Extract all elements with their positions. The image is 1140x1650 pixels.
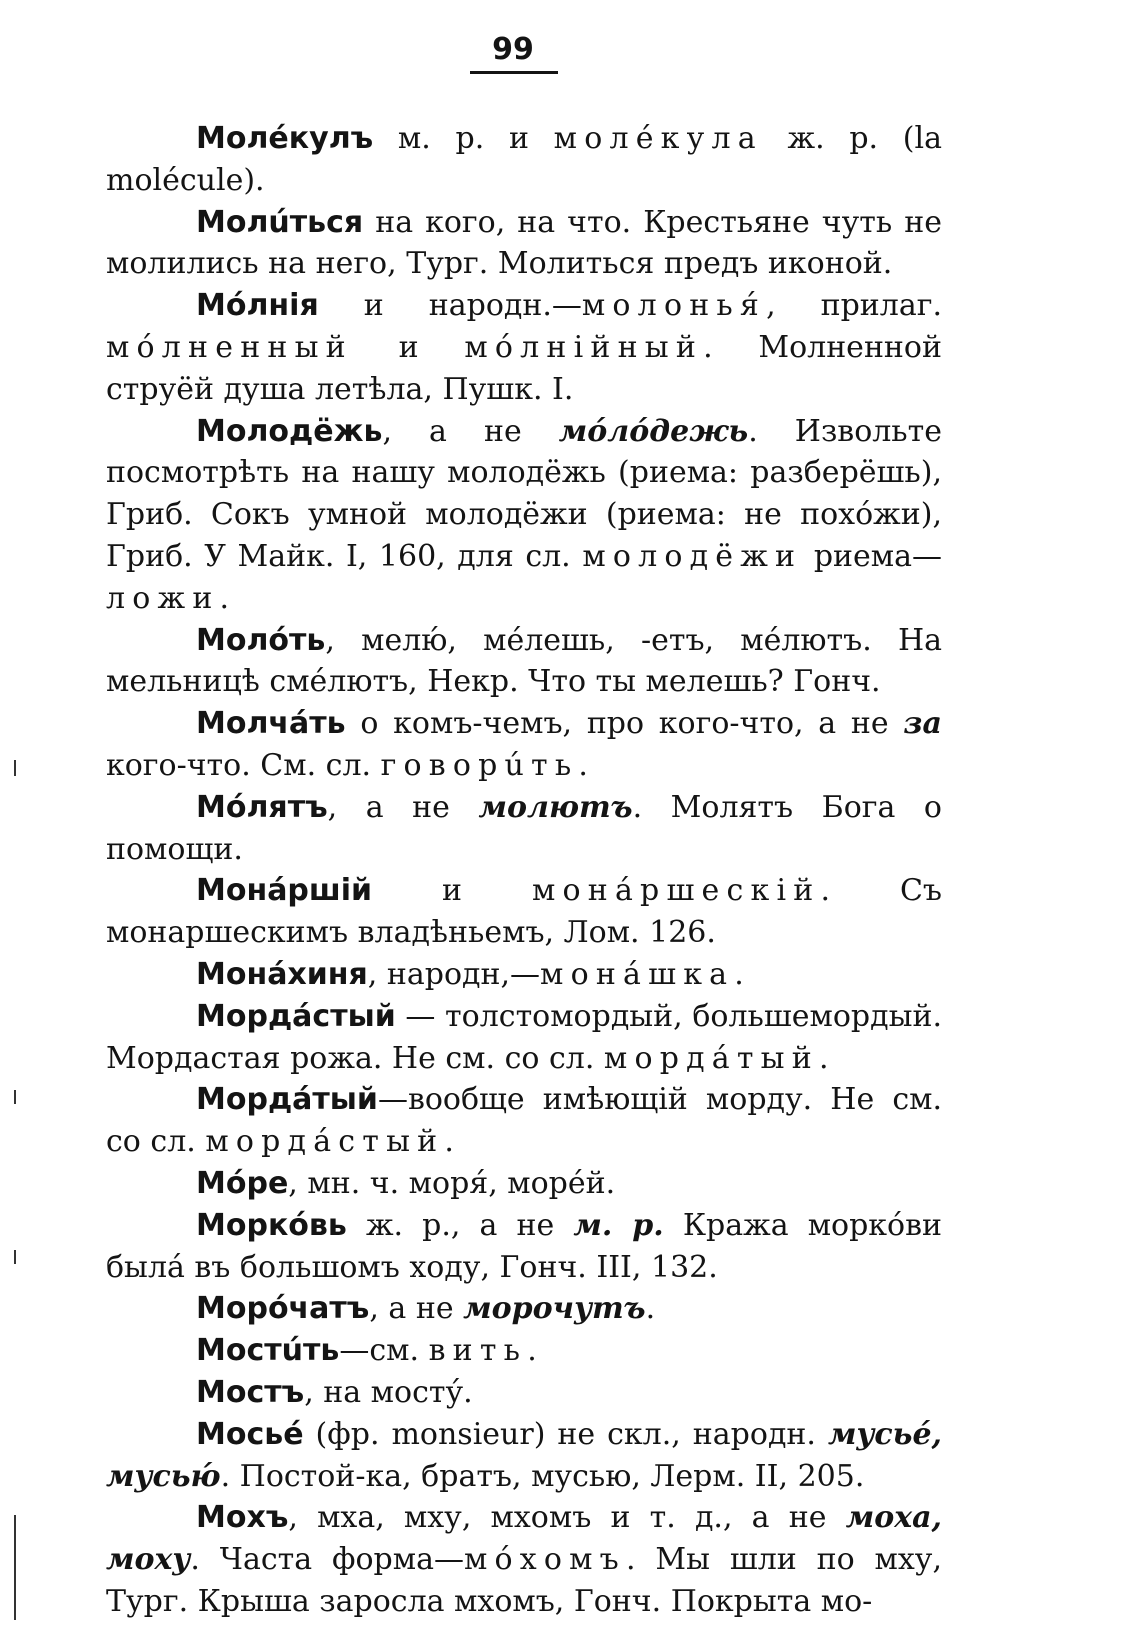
italic-term: молютъ <box>478 789 633 825</box>
entry-text: и <box>372 873 532 909</box>
headword: Мона́ршій <box>196 873 373 909</box>
entry-text: (фр. monsieur) не скл., народн. <box>303 1416 828 1452</box>
entry-text: . <box>818 1040 829 1076</box>
entry-text: и <box>352 329 465 365</box>
entry-text: и народн.— <box>318 288 582 324</box>
dictionary-entry <box>106 1205 942 1289</box>
dictionary-entry <box>106 703 942 787</box>
headword: Морда́стый <box>196 998 396 1034</box>
entry-text: —см. <box>339 1333 429 1369</box>
dictionary-entry <box>106 996 942 1080</box>
headword: Молча́ть <box>196 706 346 742</box>
entry-text: . <box>444 1124 454 1160</box>
italic-term: мóлóдежь <box>558 413 749 449</box>
entry-text: о комъ-чемъ, про кого-что, а не <box>345 706 904 742</box>
headword: Мóлнія <box>196 288 319 324</box>
entry-text: . Молятъ Бога о помощи. <box>106 789 942 867</box>
entry-text: . Молненной струёй душа летѣла, Пушк. I. <box>106 329 942 407</box>
spaced-term: мóлненный <box>106 329 353 365</box>
dictionary-entry <box>106 870 942 954</box>
spaced-term: молéкула <box>553 121 763 156</box>
dictionary-entry <box>106 954 942 996</box>
entry-text: . Часта форма— <box>190 1542 464 1578</box>
margin-mark <box>14 760 16 776</box>
margin-mark <box>14 1090 16 1104</box>
entry-text: ж. р., а не <box>346 1207 574 1243</box>
spaced-term: мона́ршескій <box>531 873 821 909</box>
entry-text: , мн. ч. моря́, морéй. <box>288 1165 616 1201</box>
italic-term: за <box>903 706 942 742</box>
dictionary-entry <box>106 118 942 202</box>
entry-text: кого-что. См. сл. <box>106 747 381 783</box>
margin-mark <box>14 1515 16 1620</box>
spaced-term: молодёжи <box>582 538 803 574</box>
entry-text: —вообще имѣющій морду. Не см. со сл. <box>106 1082 942 1160</box>
headword: Мóре <box>196 1165 289 1201</box>
entry-text: . Съ монаршескимъ владѣньемъ, Лом. 126. <box>106 873 942 951</box>
dictionary-entry <box>106 1330 942 1372</box>
dictionary-entry <box>106 787 942 871</box>
headword: Мóлятъ <box>196 789 328 825</box>
entry-text: , а не <box>382 413 559 449</box>
spaced-term: вить <box>428 1333 528 1369</box>
entry-text: м. р. и <box>373 121 554 156</box>
headword: Мона́хиня <box>196 956 368 992</box>
dictionary-entry <box>106 1414 942 1498</box>
italic-term: моха, моху <box>106 1500 942 1578</box>
headword: Мостúть <box>196 1333 340 1369</box>
dictionary-entry <box>106 1288 942 1330</box>
dictionary-entry <box>106 411 942 620</box>
headword: Молéкулъ <box>196 121 374 156</box>
spaced-term: мóхомъ <box>463 1542 626 1578</box>
dictionary-entry <box>106 1163 942 1205</box>
spaced-term: мона́шка <box>540 956 735 992</box>
dictionary-entry <box>106 1372 942 1414</box>
entry-text: . <box>219 580 230 616</box>
entry-text: . <box>734 956 744 992</box>
dictionary-text-column <box>106 118 942 1623</box>
spaced-term: морда́стый <box>205 1124 445 1160</box>
italic-term: морочутъ <box>463 1291 646 1327</box>
dictionary-entry <box>106 1079 942 1163</box>
entry-text: , народн,— <box>367 956 541 992</box>
spaced-term: морда́тый <box>603 1040 819 1076</box>
headword: Мосьé <box>196 1416 304 1452</box>
spaced-term: мóлнійный <box>464 329 704 365</box>
entry-text: — толстомордый, большемордый. Мордастая рожа. Не см. со сл. <box>106 998 942 1076</box>
entry-text: , прилаг. <box>766 288 943 324</box>
headword: Морóчатъ <box>196 1291 370 1327</box>
entry-text: . <box>527 1333 537 1369</box>
headword: Моркóвь <box>196 1207 347 1243</box>
entry-text: , мха, мху, мхомъ и т. д., а не <box>288 1500 846 1536</box>
italic-term: м. р. <box>573 1207 664 1243</box>
dictionary-entry <box>106 1497 942 1622</box>
page-number-rule <box>470 71 558 74</box>
spaced-term: говорúть <box>380 747 579 783</box>
headword: Мохъ <box>196 1500 289 1536</box>
entry-text: на кого, на что. Крестьяне чуть не молились на него, Тург. Молиться предъ иконой. <box>106 204 942 282</box>
italic-term: мусьé, мусью́ <box>106 1416 942 1494</box>
entry-text: . <box>645 1291 656 1327</box>
page-number: 99 <box>492 32 534 67</box>
spaced-term: молонья́ <box>581 288 767 324</box>
headword: Морда́тый <box>196 1082 378 1118</box>
entry-text: риема— <box>802 538 943 574</box>
margin-mark <box>14 1250 16 1264</box>
entry-text: ж. р. (la molécule). <box>106 121 942 198</box>
entry-text: Кража моркóви была́ въ большомъ ходу, Гонч. III, 132. <box>106 1207 942 1285</box>
spaced-term: ложи <box>106 580 220 616</box>
dictionary-entry <box>106 202 942 286</box>
entry-text: . Постой-ка, братъ, мусью, Лерм. II, 205. <box>220 1458 865 1494</box>
headword: Мостъ <box>196 1374 305 1410</box>
entry-text: . <box>578 747 588 783</box>
entry-text: , мелю́, мéлешь, -етъ, мéлютъ. На мельницѣ смéлютъ, Некр. Что ты мелешь? Гонч. <box>106 622 942 700</box>
entry-text: , на мосту́. <box>304 1374 473 1410</box>
headword: Молúться <box>196 204 364 240</box>
entry-text: , а не <box>369 1291 464 1327</box>
entry-text: . Мы шли по мху, Тург. Крыша заросла мхомъ, Гонч. Покрыта мо- <box>106 1542 942 1619</box>
dictionary-entry <box>106 285 942 410</box>
headword: Молодёжь <box>196 413 383 449</box>
headword: Молóть <box>196 622 326 658</box>
entry-text: , а не <box>327 789 479 825</box>
entry-text: . Извольте посмотрѣть на нашу молодёжь (риема: разберёшь), Гриб. Сокъ умной молодёжи (риема: не похóжи), Гриб. У Майк. I, 160, для сл. <box>106 413 942 574</box>
dictionary-entry <box>106 620 942 704</box>
